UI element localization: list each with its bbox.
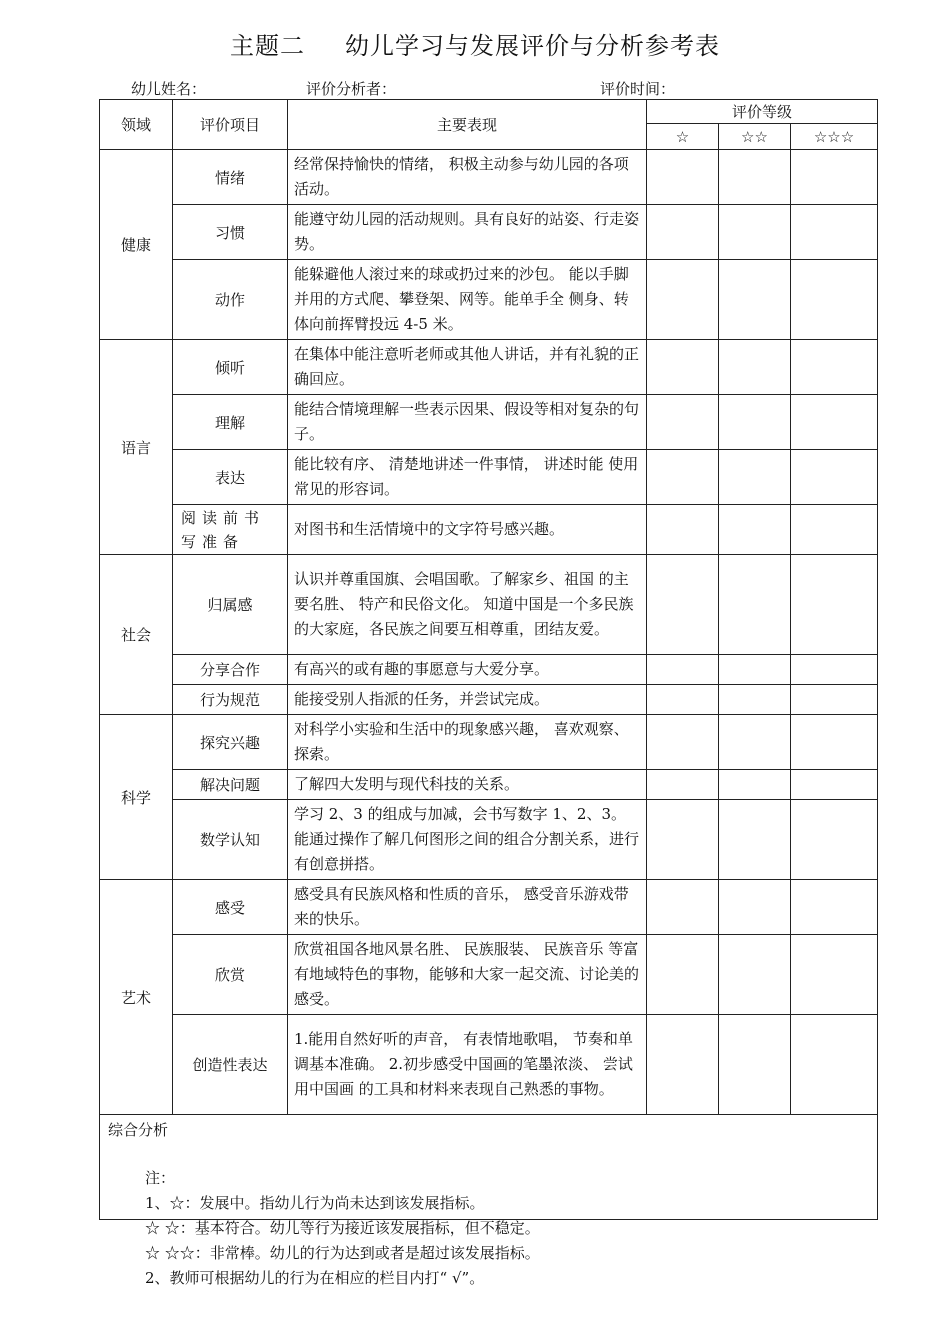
performance-cell: 能比较有序、 清楚地讲述一件事情， 讲述时能 使用常见的形容词。 — [288, 450, 647, 505]
summary-label: 综合分析 — [108, 1121, 169, 1139]
rating-cell-star2[interactable] — [719, 150, 791, 205]
table-row — [100, 205, 878, 260]
rating-cell-star3[interactable] — [791, 260, 878, 340]
performance-cell: 1.能用自然好听的声音， 有表情地歌唱， 节奏和单调基本准确。 2.初步感受中国画的笔墨浓淡、 尝试用中国画 的工具和材料来表现自己熟悉的事物。 — [288, 1015, 647, 1115]
rating-cell-star3[interactable] — [791, 685, 878, 715]
item-cell: 行为规范 — [173, 685, 288, 715]
rating-cell-star2[interactable] — [719, 260, 791, 340]
rating-cell-star3[interactable] — [791, 800, 878, 880]
performance-cell: 感受具有民族风格和性质的音乐， 感受音乐游戏带来的快乐。 — [288, 880, 647, 935]
note-line: 注： — [145, 1169, 176, 1187]
performance-cell: 在集体中能注意听老师或其他人讲话，并有礼貌的正确回应。 — [288, 340, 647, 395]
rating-cell-star2[interactable] — [719, 340, 791, 395]
rating-cell-star1[interactable] — [647, 935, 719, 1015]
item-cell: 情绪 — [173, 150, 288, 205]
header-domain: 领域 — [100, 100, 173, 150]
table-row — [100, 395, 878, 450]
header-performance: 主要表现 — [288, 100, 647, 150]
table-row — [100, 800, 878, 880]
domain-cell: 健康 — [100, 150, 173, 340]
header-level: 评价等级 — [647, 100, 878, 124]
rating-cell-star2[interactable] — [719, 450, 791, 505]
rating-cell-star2[interactable] — [719, 685, 791, 715]
performance-cell: 对图书和生活情境中的文字符号感兴趣。 — [288, 505, 647, 555]
table-row — [100, 935, 878, 1015]
item-cell: 理解 — [173, 395, 288, 450]
header-star1: ☆ — [647, 124, 719, 150]
rating-cell-star3[interactable] — [791, 880, 878, 935]
rating-cell-star1[interactable] — [647, 340, 719, 395]
eval-time-label: 评价时间： — [600, 80, 676, 98]
rating-cell-star2[interactable] — [719, 655, 791, 685]
rating-cell-star2[interactable] — [719, 505, 791, 555]
rating-cell-star3[interactable] — [791, 205, 878, 260]
table-row — [100, 715, 878, 770]
domain-cell: 语言 — [100, 340, 173, 555]
table-row — [100, 505, 878, 555]
title-part1: 主题二 — [230, 32, 305, 60]
rating-cell-star2[interactable] — [719, 800, 791, 880]
performance-cell: 有高兴的或有趣的事愿意与大爱分享。 — [288, 655, 647, 685]
rating-cell-star3[interactable] — [791, 770, 878, 800]
table-row — [100, 770, 878, 800]
table-row — [100, 555, 878, 655]
rating-cell-star1[interactable] — [647, 505, 719, 555]
table-row — [100, 150, 878, 205]
item-cell: 阅读前书写准备 — [173, 505, 288, 555]
item-cell: 数学认知 — [173, 800, 288, 880]
child-name-label: 幼儿姓名： — [131, 80, 207, 98]
rating-cell-star2[interactable] — [719, 395, 791, 450]
domain-cell: 社会 — [100, 555, 173, 715]
rating-cell-star1[interactable] — [647, 450, 719, 505]
page-title — [0, 26, 950, 61]
rating-cell-star1[interactable] — [647, 770, 719, 800]
table-row — [100, 340, 878, 395]
item-cell: 归属感 — [173, 555, 288, 655]
performance-cell: 认识并尊重国旗、会唱国歌。了解家乡、祖国 的主要名胜、 特产和民俗文化。 知道中国是一个多民族的大家庭，各民族之间要互相尊重，团结友爱。 — [288, 555, 647, 655]
item-cell: 动作 — [173, 260, 288, 340]
rating-cell-star2[interactable] — [719, 935, 791, 1015]
rating-cell-star1[interactable] — [647, 800, 719, 880]
performance-cell: 能躲避他人滚过来的球或扔过来的沙包。 能以手脚并用的方式爬、攀登架、网等。能单手全 侧身、转体向前挥臂投远 4-5 米。 — [288, 260, 647, 340]
item-cell: 欣赏 — [173, 935, 288, 1015]
rating-cell-star1[interactable] — [647, 555, 719, 655]
rating-cell-star1[interactable] — [647, 260, 719, 340]
performance-cell: 经常保持愉快的情绪， 积极主动参与幼儿园的各项活动。 — [288, 150, 647, 205]
rating-cell-star2[interactable] — [719, 555, 791, 655]
rating-cell-star2[interactable] — [719, 880, 791, 935]
table-row — [100, 1015, 878, 1115]
rating-cell-star1[interactable] — [647, 715, 719, 770]
table-row — [100, 655, 878, 685]
rating-cell-star2[interactable] — [719, 715, 791, 770]
rating-cell-star1[interactable] — [647, 880, 719, 935]
performance-cell: 学习 2、3 的组成与加减，会书写数字 1、2、3。能通过操作了解几何图形之间的组合分割关系，进行有创意拼搭。 — [288, 800, 647, 880]
performance-cell: 能接受别人指派的任务，并尝试完成。 — [288, 685, 647, 715]
rating-cell-star3[interactable] — [791, 340, 878, 395]
rating-cell-star3[interactable] — [791, 450, 878, 505]
note-line: ☆ ☆☆：非常棒。幼儿的行为达到或者是超过该发展指标。 — [145, 1244, 540, 1262]
note-line: 2、教师可根据幼儿的行为在相应的栏目内打“ √”。 — [145, 1269, 485, 1287]
title-part2: 幼儿学习与发展评价与分析参考表 — [345, 32, 720, 60]
header-star3: ☆☆☆ — [791, 124, 878, 150]
rating-cell-star3[interactable] — [791, 555, 878, 655]
item-cell: 解决问题 — [173, 770, 288, 800]
rating-cell-star1[interactable] — [647, 395, 719, 450]
performance-cell: 欣赏祖国各地风景名胜、 民族服装、 民族音乐 等富有地域特色的事物，能够和大家一起交流、讨论美的感受。 — [288, 935, 647, 1015]
item-cell: 表达 — [173, 450, 288, 505]
header-star2: ☆☆ — [719, 124, 791, 150]
item-cell: 探究兴趣 — [173, 715, 288, 770]
table-row — [100, 450, 878, 505]
evaluation-table — [99, 99, 878, 1220]
rating-cell-star3[interactable] — [791, 505, 878, 555]
item-cell: 倾听 — [173, 340, 288, 395]
rating-cell-star3[interactable] — [791, 1015, 878, 1115]
performance-cell: 对科学小实验和生活中的现象感兴趣， 喜欢观察、探索。 — [288, 715, 647, 770]
rating-cell-star2[interactable] — [719, 770, 791, 800]
table-row — [100, 880, 878, 935]
rating-cell-star3[interactable] — [791, 395, 878, 450]
table-row — [100, 260, 878, 340]
performance-cell: 了解四大发明与现代科技的关系。 — [288, 770, 647, 800]
item-cell: 分享合作 — [173, 655, 288, 685]
rating-cell-star1[interactable] — [647, 685, 719, 715]
rating-cell-star2[interactable] — [719, 205, 791, 260]
item-cell: 创造性表达 — [173, 1015, 288, 1115]
rating-cell-star2[interactable] — [719, 1015, 791, 1115]
rating-cell-star1[interactable] — [647, 150, 719, 205]
rating-cell-star3[interactable] — [791, 935, 878, 1015]
notes — [145, 1166, 540, 1291]
rating-cell-star3[interactable] — [791, 655, 878, 685]
rating-cell-star1[interactable] — [647, 655, 719, 685]
rating-cell-star3[interactable] — [791, 715, 878, 770]
rating-cell-star1[interactable] — [647, 205, 719, 260]
domain-cell: 艺术 — [100, 880, 173, 1115]
item-cell: 习惯 — [173, 205, 288, 260]
performance-cell: 能结合情境理解一些表示因果、假设等相对复杂的句子。 — [288, 395, 647, 450]
header-item: 评价项目 — [173, 100, 288, 150]
note-line: 1、☆：发展中。指幼儿行为尚未达到该发展指标。 — [145, 1194, 485, 1212]
domain-cell: 科学 — [100, 715, 173, 880]
item-cell: 感受 — [173, 880, 288, 935]
performance-cell: 能遵守幼儿园的活动规则。具有良好的站姿、行走姿势。 — [288, 205, 647, 260]
rating-cell-star1[interactable] — [647, 1015, 719, 1115]
rating-cell-star3[interactable] — [791, 150, 878, 205]
evaluator-label: 评价分析者： — [306, 80, 397, 98]
table-row — [100, 685, 878, 715]
note-line: ☆ ☆：基本符合。幼儿等行为接近该发展指标，但不稳定。 — [145, 1219, 540, 1237]
